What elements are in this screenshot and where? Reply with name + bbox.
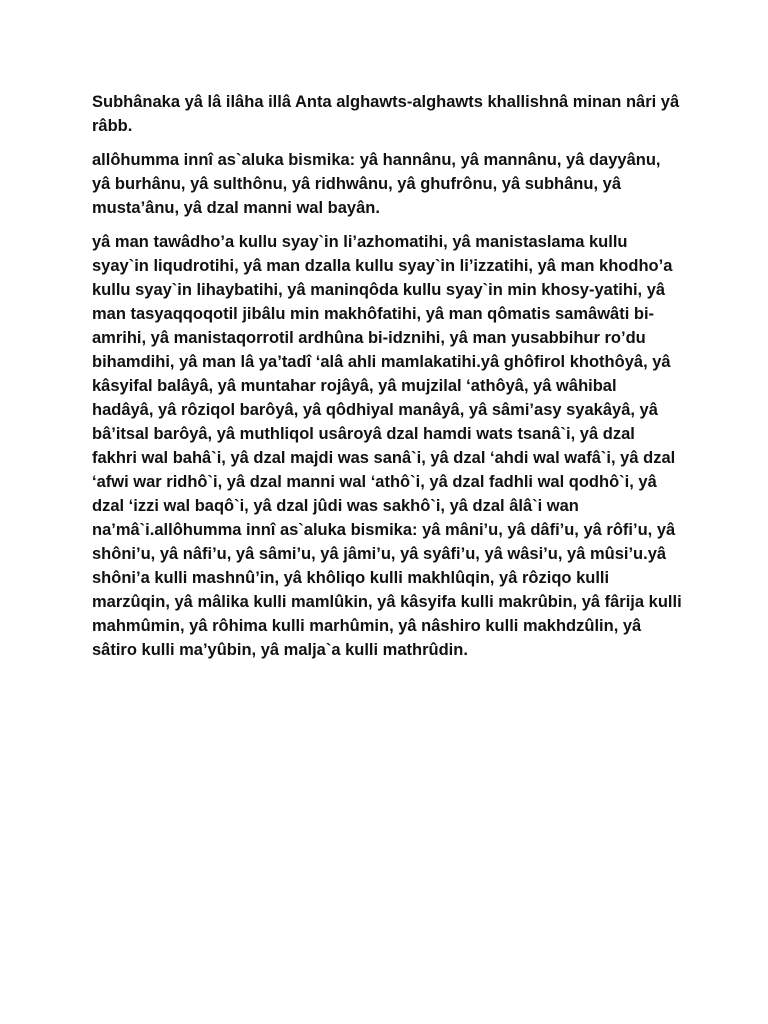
paragraph-names: allôhumma innî as`aluka bismika: yâ hannânu, yâ mannânu, yâ dayyânu, yâ burhânu, yâ sulthônu, yâ ridhwânu, yâ ghufrônu, yâ subhânu, yâ musta’ânu, yâ dzal manni wal bayân. (92, 151, 661, 217)
paragraph-opening: Subhânaka yâ lâ ilâha illâ Anta alghawts-alghawts khallishnâ minan nâri yâ râbb. (92, 93, 680, 135)
document-body (92, 90, 682, 672)
paragraph-supplication: yâ man tawâdho’a kullu syay`in li’azhomatihi, yâ manistaslama kullu syay`in liqudrotihi, yâ man dzalla kullu syay`in li’izzatihi, yâ man khodho’a kullu syay`in lihaybatihi, yâ maninqôda kullu syay`in min khosy-yatihi, yâ man tasyaqqoqotil jibâlu min makhôfatihi, yâ man qômatis samâwâti bi-amrihi, yâ manistaqorrotil ardhûna bi-idznihi, yâ man yusabbihur ro’du bihamdihi, yâ man lâ ya’tadî ‘alâ ahli mamlakatihi.yâ ghôfirol khothôyâ, yâ kâsyifal balâyâ, yâ muntahar rojâyâ, yâ mujzilal ‘athôyâ, yâ wâhibal hadâyâ, yâ rôziqol barôyâ, yâ qôdhiyal manâyâ, yâ sâmi’asy syakâyâ, yâ bâ’itsal barôyâ, yâ muthliqol usâroyâ dzal hamdi wats tsanâ`i, yâ dzal fakhri wal bahâ`i, yâ dzal majdi was sanâ`i, yâ dzal ‘ahdi wal wafâ`i, yâ dzal ‘afwi war ridhô`i, yâ dzal manni wal ‘athô`i, yâ dzal fadhli wal qodhô`i, yâ dzal ‘izzi wal baqô`i, yâ dzal jûdi was sakhô`i, yâ dzal âlâ`i wan na’mâ`i.allôhumma innî as`aluka bismika: yâ mâni’u, yâ dâfi’u, yâ rôfi’u, yâ shôni’u, yâ nâfi’u, yâ sâmi’u, yâ jâmi’u, yâ syâfi’u, yâ wâsi’u, yâ mûsi’u.yâ shôni’a kulli mashnû’in, yâ khôliqo kulli makhlûqin, yâ rôziqo kulli marzûqin, yâ mâlika kulli mamlûkin, yâ kâsyifa kulli makrûbin, yâ fârija kulli mahmûmin, yâ rôhima kulli marhûmin, yâ nâshiro kulli makhdzûlin, yâ sâtiro kulli ma’yûbin, yâ malja`a kulli mathrûdin. (92, 233, 682, 659)
